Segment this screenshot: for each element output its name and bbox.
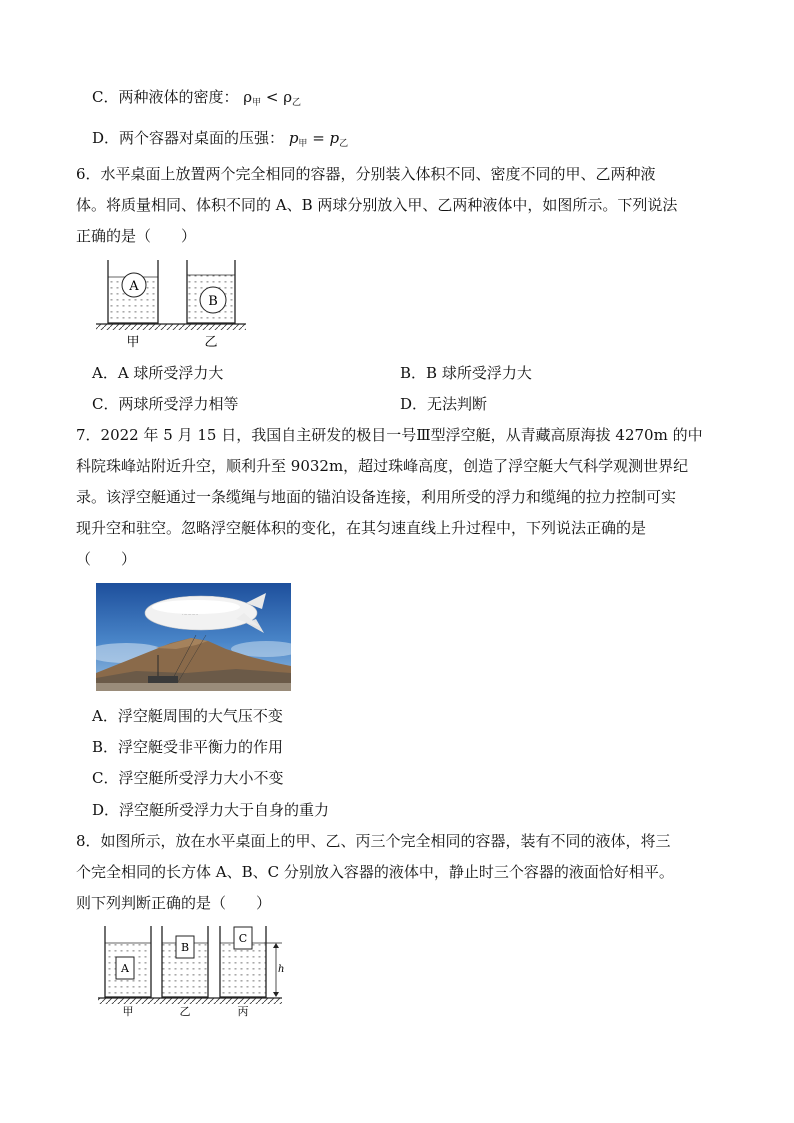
q8-stem-line1: 8．如图所示，放在水平桌面上的甲、乙、丙三个完全相同的容器，装有不同的液体，将三 [76,832,671,850]
q6-label-left: 甲 [126,335,140,350]
q5-option-c-rho2: ρ [283,88,293,106]
q5-option-d-p: p [288,129,299,147]
q8-stem-line2: 个完全相同的长方体 A、B、C 分别放入容器的液体中，静止时三个容器的液面恰好相平。 [76,863,674,881]
q8-block-a-label: A [121,962,129,975]
q7-stem-line1: 7．2022 年 5 月 15 日，我国自主研发的极目一号Ⅲ型浮空艇，从青藏高原海拔 4270m 的中 [76,426,703,444]
q6-stem-line3: 正确的是（ ） [76,227,197,245]
q6-label-right: 乙 [204,335,218,350]
q7-stem-line3: 录。该浮空艇通过一条缆绳与地面的锚泊设备连接，利用所受的浮力和缆绳的拉力控制可实 [76,488,677,506]
q5-option-c-text: C．两种液体的密度： [92,88,239,106]
q6-option-a[interactable]: A．A 球所受浮力大 [92,364,224,382]
q6-option-b[interactable]: B．B 球所受浮力大 [400,364,532,382]
q7-option-d[interactable]: D．浮空艇所受浮力大于自身的重力 [92,801,330,819]
q8-liquid-3 [220,943,266,997]
svg-text:⋯⋯⋯⋯: ⋯⋯⋯⋯ [182,612,198,617]
q5-option-d[interactable] [92,128,348,154]
q5-option-d-relation: = [307,129,330,147]
q5-option-d-text: D．两个容器对桌面的压强： [92,129,285,147]
q6-stem-line1: 6．水平桌面上放置两个完全相同的容器，分别装入体积不同、密度不同的甲、乙两种液 [76,165,656,183]
q6-stem-line2: 体。将质量相同、体积不同的 A、B 两球分别放入甲、乙两种液体中，如图所示。下列说法 [76,196,678,214]
q8-label-3: 丙 [237,1005,249,1018]
q6-ball-b-label: B [208,294,218,309]
q6-option-d[interactable]: D．无法判断 [400,395,488,413]
q7-stem-line4: 现升空和驻空。忽略浮空艇体积的变化，在其匀速直线上升过程中，下列说法正确的是 [76,519,647,537]
q5-option-c[interactable] [92,87,301,113]
q7-option-c[interactable]: C．浮空艇所受浮力大小不变 [92,769,284,787]
q5-option-c-sub2: 乙 [292,98,302,108]
q5-option-d-sub2: 乙 [339,139,349,149]
q6-ground [96,324,246,330]
q7-airship-photo [96,583,291,691]
q8-label-2: 乙 [179,1005,191,1018]
q5-option-c-relation: < [261,88,284,106]
q7-option-b[interactable]: B．浮空艇受非平衡力的作用 [92,738,284,756]
q8-block-b-label: B [180,941,190,954]
q7-stem-line2: 科院珠峰站附近升空，顺利升至 9032m，超过珠峰高度，创造了浮空艇大气科学观测世界纪 [76,457,689,475]
q8-stem-line3: 则下列判断正确的是（ ） [76,894,272,912]
q8-figure [96,924,296,1019]
q8-height-label: h [278,964,285,975]
q5-option-d-p2: p [329,129,340,147]
q6-ball-a-label: A [129,279,139,294]
q5-option-d-sub1: 甲 [298,139,308,149]
q5-option-c-rho: ρ [243,88,253,106]
q5-option-c-sub1: 甲 [252,98,262,108]
q8-ground [98,998,282,1004]
q6-figure [92,255,252,350]
q8-block-c-label: C [238,932,248,945]
q7-option-a[interactable]: A．浮空艇周围的大气压不变 [92,707,283,725]
q6-option-c[interactable]: C．两球所受浮力相等 [92,395,239,413]
q7-stem-line5: （ ） [76,550,137,568]
q8-label-1: 甲 [122,1005,134,1018]
